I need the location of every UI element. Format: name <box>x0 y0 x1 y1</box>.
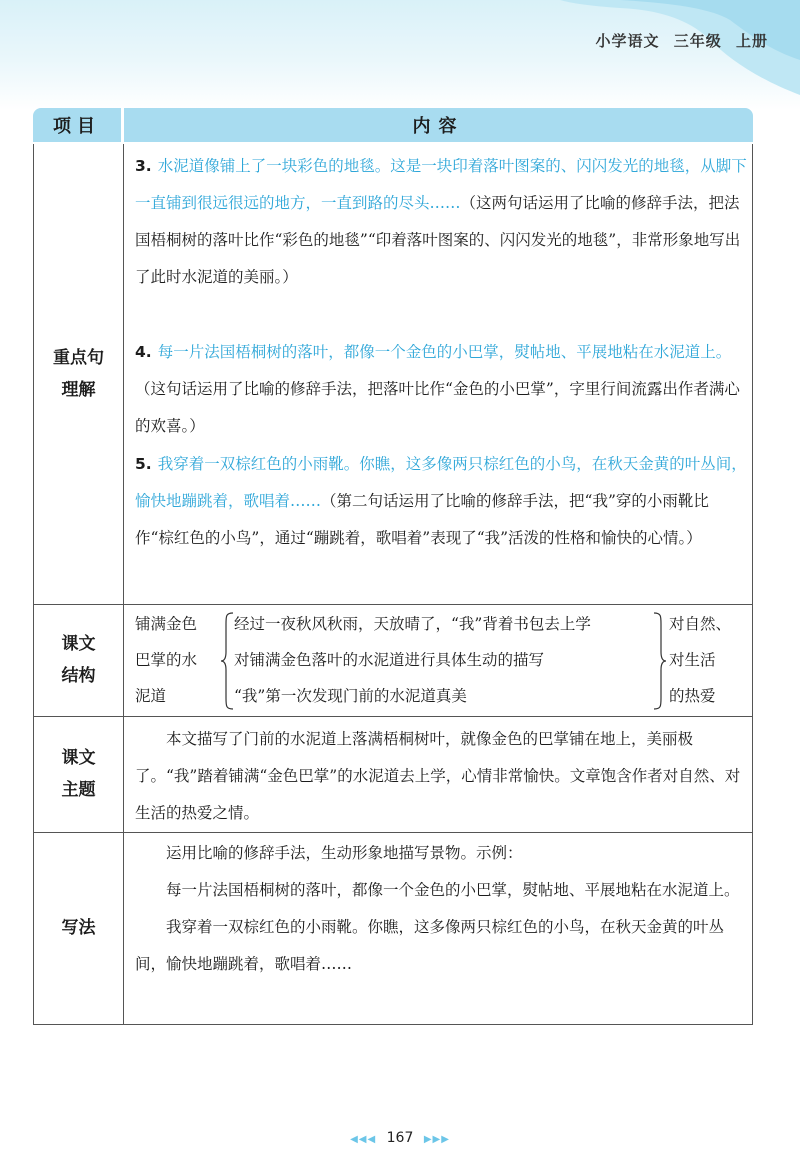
writing-text-cell <box>135 835 747 983</box>
topic-line: 巴掌的水 <box>135 651 198 669</box>
writing-paragraph: 我穿着一双棕红色的小雨靴。你瞧，这多像两只棕红色的小鸟，在秋天金黄的叶丛间，愉快地蹦跳着，歌唱着…… <box>135 918 725 973</box>
section-line: 经过一夜秋风秋雨，天放晴了，“我”背着书包去上学 <box>234 615 591 633</box>
analysis-text: （这两句话运用了比喻的修辞手法，把法国梧桐树的落叶比作“彩色的地毯”“印着落叶图案的、闪闪发光的地毯”，非常形象地写出了此时水泥道的美丽。） <box>135 194 741 286</box>
row-divider <box>34 832 752 833</box>
left-brace <box>220 612 234 710</box>
page-number: 167 <box>386 1130 414 1146</box>
emotion-line: 对生活 <box>669 651 716 669</box>
analysis-text: （第二句话运用了比喻的修辞手法，把“我”穿的小雨靴比作“棕红色的小鸟”，通过“蹦跳着，歌唱着”表现了“我”活泼的性格和愉快的心情。） <box>135 492 709 547</box>
col-header-item: 项目 <box>33 108 121 142</box>
content-table <box>33 108 753 1026</box>
key-sentence-item <box>135 334 747 445</box>
label-line: 结构 <box>61 666 96 686</box>
row-label-theme <box>34 716 123 832</box>
emotion-line: 的热爱 <box>669 687 716 705</box>
theme-text-cell <box>135 721 747 832</box>
column-divider <box>123 144 124 1024</box>
emotion-line: 对自然、 <box>669 615 732 633</box>
book-label: 小学语文 三年级 上册 <box>595 32 768 50</box>
right-arrows-icon: ▶▶▶ <box>423 1134 450 1145</box>
row-label-writing <box>34 832 123 1024</box>
writing-paragraph: 运用比喻的修辞手法，生动形象地描写景物。示例： <box>166 844 523 862</box>
item-number: 5. <box>135 455 152 473</box>
label-line: 理解 <box>61 380 96 400</box>
structure-diagram <box>34 604 752 716</box>
page-footer <box>0 1130 800 1146</box>
analysis-text: （这句话运用了比喻的修辞手法，把落叶比作“金色的小巴掌”，字里行间流露出作者满心的欢喜。） <box>135 380 740 435</box>
section-line: “我”第一次发现门前的水泥道真美 <box>234 687 467 705</box>
section-line: 对铺满金色落叶的水泥道进行具体生动的描写 <box>234 651 545 669</box>
right-brace <box>653 612 667 710</box>
topic-line: 铺满金色 <box>135 615 198 633</box>
structure-emotion <box>669 606 749 714</box>
quote-text: 水泥道像铺上了一块彩色的地毯。这是一块印着落叶图案的、闪闪发光的地毯，从脚下一直铺到很远很远的地方，一直到路的尽头…… <box>135 157 747 212</box>
quote-text: 我穿着一双棕红色的小雨靴。你瞧，这多像两只棕红色的小鸟，在秋天金黄的叶丛间，愉快地蹦跳着，歌唱着…… <box>135 455 747 510</box>
theme-text: 本文描写了门前的水泥道上落满梧桐树叶，就像金色的巴掌铺在地上，美丽极了。“我”踏着铺满“金色巴掌”的水泥道去上学，心情非常愉快。文章饱含作者对自然、对生活的热爱之情。 <box>135 730 741 822</box>
structure-topic <box>135 606 225 714</box>
label-line: 主题 <box>61 780 96 800</box>
label-line: 课文 <box>61 634 96 654</box>
topic-line: 泥道 <box>135 687 167 705</box>
row-label-key-sentences <box>34 144 123 604</box>
left-arrows-icon: ◀◀◀ <box>350 1134 377 1145</box>
label-line: 课文 <box>61 748 96 768</box>
label-line: 重点句 <box>53 348 104 368</box>
label-line: 写法 <box>61 918 96 938</box>
key-sentence-item <box>135 148 747 296</box>
item-number: 4. <box>135 343 152 361</box>
key-sentence-item <box>135 446 747 557</box>
quote-text: 每一片法国梧桐树的落叶，都像一个金色的小巴掌，熨帖地、平展地粘在水泥道上。 <box>157 343 732 361</box>
structure-sections <box>234 606 654 714</box>
row-divider <box>34 716 752 717</box>
item-number: 3. <box>135 157 152 175</box>
col-header-content: 内容 <box>124 108 753 142</box>
table-body <box>33 144 753 1025</box>
writing-paragraph: 每一片法国梧桐树的落叶，都像一个金色的小巴掌，熨帖地、平展地粘在水泥道上。 <box>166 881 740 899</box>
